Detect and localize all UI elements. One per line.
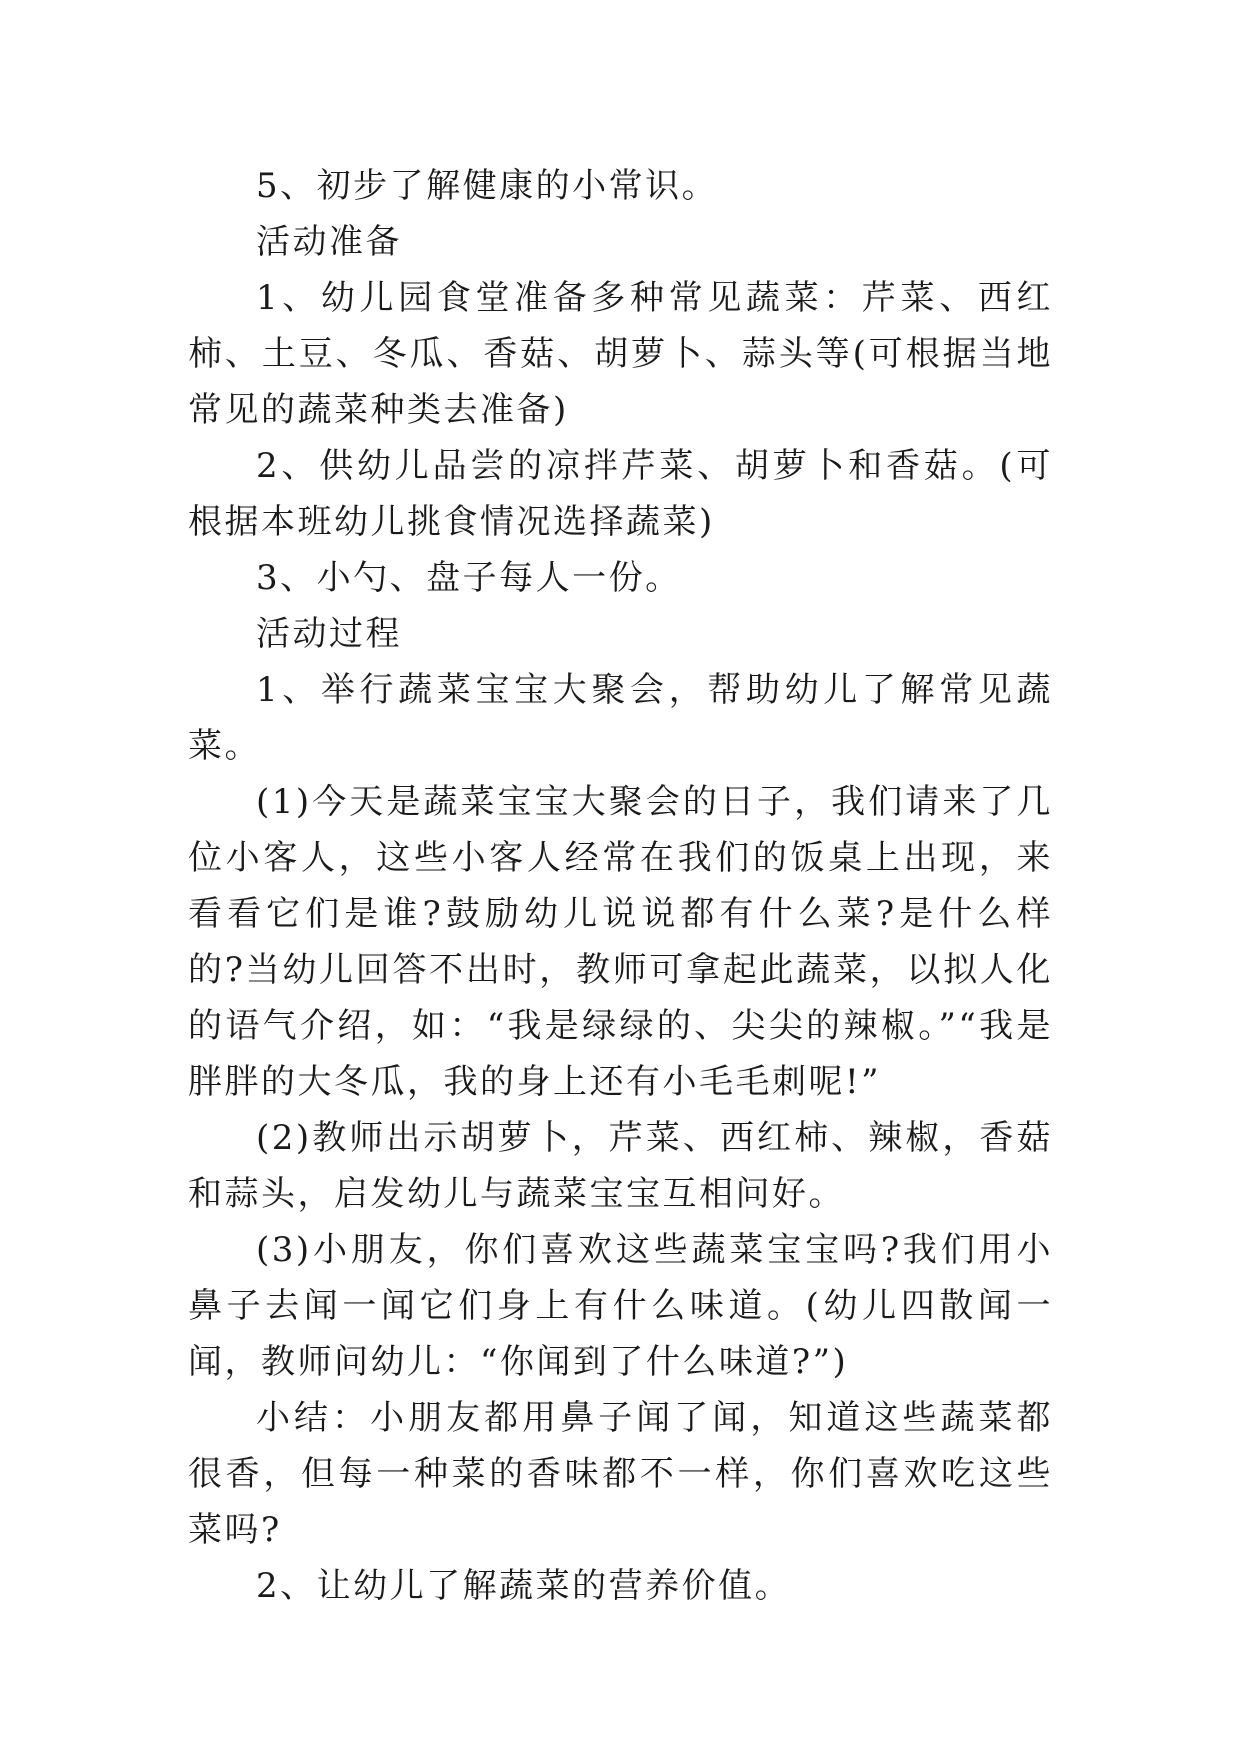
paragraph-process-1-3: (3)小朋友，你们喜欢这些蔬菜宝宝吗?我们用小鼻子去闻一闻它们身上有什么味道。(幼儿四散闻一闻，教师问幼儿：“你闻到了什么味道?”) xyxy=(188,1230,1053,1382)
paragraph-prep-2: 2、供幼儿品尝的凉拌芹菜、胡萝卜和香菇。(可根据本班幼儿挑食情况选择蔬菜) xyxy=(188,446,1053,542)
paragraph-process-2: 2、让幼儿了解蔬菜的营养价值。 xyxy=(256,1566,792,1606)
paragraph-process-1-2: (2)教师出示胡萝卜，芹菜、西红柿、辣椒，香菇和蒜头，启发幼儿与蔬菜宝宝互相问好。 xyxy=(188,1118,1053,1214)
document-body xyxy=(188,158,1053,1614)
paragraph-prep-1: 1、幼儿园食堂准备多种常见蔬菜：芹菜、西红柿、土豆、冬瓜、香菇、胡萝卜、蒜头等(可根据当地常见的蔬菜种类去准备) xyxy=(188,278,1053,430)
paragraph-process-1: 1、举行蔬菜宝宝大聚会，帮助幼儿了解常见蔬菜。 xyxy=(188,670,1053,766)
paragraph-prep-3: 3、小勺、盘子每人一份。 xyxy=(256,558,682,598)
paragraph-goal-5: 5、初步了解健康的小常识。 xyxy=(256,166,719,206)
paragraph-process-1-1: (1)今天是蔬菜宝宝大聚会的日子，我们请来了几位小客人，这些小客人经常在我们的饭桌上出现，来看看它们是谁?鼓励幼儿说说都有什么菜?是什么样的?当幼儿回答不出时，教师可拿起此蔬菜，以拟人化的语气介绍，如：“我是绿绿的、尖尖的辣椒。”“我是胖胖的大冬瓜，我的身上还有小毛毛刺呢!” xyxy=(188,782,1053,1102)
heading-preparation: 活动准备 xyxy=(256,222,402,262)
paragraph-summary: 小结：小朋友都用鼻子闻了闻，知道这些蔬菜都很香，但每一种菜的香味都不一样，你们喜欢吃这些菜吗? xyxy=(188,1398,1053,1550)
heading-process: 活动过程 xyxy=(256,614,402,654)
